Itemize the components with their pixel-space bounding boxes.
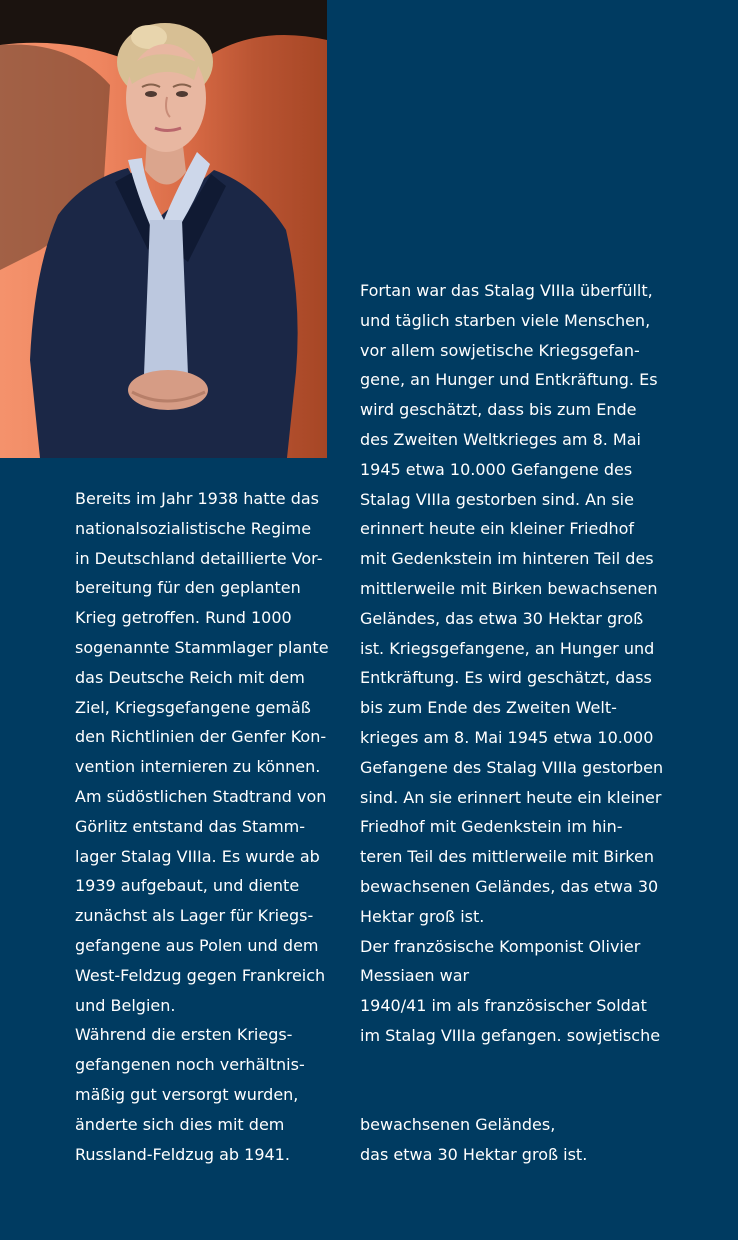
paragraph-line: 1945 etwa 10.000 Gefangene des [360,459,633,479]
paragraph-line: Russland-Feldzug ab 1941. [75,1144,290,1164]
paragraph-line: Während die ersten Kriegs- [75,1025,293,1045]
paragraph-line: Ziel, Kriegsgefangene gemäß [75,697,311,717]
paragraph-line: das Deutsche Reich mit dem [75,667,305,687]
paragraph-line: in Deutschland detaillierte Vor- [75,548,323,568]
paragraph-line: lager Stalag VIIIa. Es wurde ab [75,846,320,866]
paragraph-line: wird geschätzt, dass bis zum Ende [360,400,637,420]
portrait-illustration [0,0,327,458]
paragraph-line: West-Feldzug gegen Frankreich [75,965,326,985]
right-eye [176,91,188,97]
paragraph-line: Görlitz entstand das Stamm- [75,816,306,836]
paragraph-line: mit Gedenkstein im hinteren Teil des [360,549,654,569]
paragraph-line: 1940/41 im als französischer Soldat [360,996,647,1016]
paragraph-line: vention internieren zu können. [75,757,321,777]
paragraph-line: Gefangene des Stalag VIIIa gestorben [360,757,664,777]
paragraph-line: das etwa 30 Hektar groß ist. [360,1144,588,1164]
paragraph-line: gefangenen noch verhältnis- [75,1055,305,1075]
paragraph-line: Der französische Komponist Olivier [360,936,641,956]
portrait-photo [0,0,327,458]
paragraph-line: bewachsenen Geländes, das etwa 30 [360,876,659,896]
paragraph-line: änderte sich dies mit dem [75,1114,285,1134]
paragraph-line: im Stalag VIIIa gefangen. sowjetische [360,1025,661,1045]
paragraph-line: vor allem sowjetische Kriegsgefan- [360,340,640,360]
paragraph-line: bewachsenen Geländes, [360,1115,556,1134]
paragraph-line: Messiaen war [360,966,470,986]
paragraph-line: und Belgien. [75,995,176,1015]
paragraph-line: bis zum Ende des Zweiten Welt- [360,698,617,718]
paragraph-line: Stalag VIIIa gestorben sind. An sie [360,489,634,509]
paragraph-line: Hektar groß ist. [360,906,485,926]
paragraph-line: sogenannte Stammlager plante [75,637,329,657]
paragraph-line: und täglich starben viele Menschen, [360,310,651,330]
paragraph-line: gefangene aus Polen und dem [75,935,319,955]
paragraph-line: ist. Kriegsgefangene, an Hunger und [360,638,655,658]
paragraph-line: krieges am 8. Mai 1945 etwa 10.000 [360,727,654,747]
right-column-tail-text [360,1110,700,1170]
paragraph-line: nationalsozialistische Regime [75,518,312,538]
paragraph-line: erinnert heute ein kleiner Friedhof [360,519,635,539]
clasped-hands [128,370,208,410]
paragraph-line: Friedhof mit Gedenkstein im hin- [360,817,623,837]
paragraph-line: Fortan war das Stalag VIIIa überfüllt, [360,281,653,300]
paragraph-line: Bereits im Jahr 1938 hatte das [75,489,319,508]
paragraph-line: mäßig gut versorgt wurden, [75,1084,299,1104]
paragraph-line: 1939 aufgebaut, und diente [75,876,300,896]
paragraph-line: Entkräftung. Es wird geschätzt, dass [360,668,652,688]
paragraph-line: zunächst als Lager für Kriegs- [75,906,314,926]
paragraph-line: den Richtlinien der Genfer Kon- [75,727,327,747]
paragraph-line: des Zweiten Weltkrieges am 8. Mai [360,429,641,449]
paragraph-line: Krieg getroffen. Rund 1000 [75,608,292,628]
paragraph-line: teren Teil des mittlerweile mit Birken [360,847,654,867]
paragraph-line: Geländes, das etwa 30 Hektar groß [360,608,644,628]
left-eye [145,91,157,97]
paragraph-line: gene, an Hunger und Entkräftung. Es [360,370,658,390]
left-column-text [75,484,337,1169]
right-column-text [360,276,700,1051]
paragraph-line: sind. An sie erinnert heute ein kleiner [360,787,662,807]
paragraph-line: bereitung für den geplanten [75,578,301,598]
paragraph-line: Am südöstlichen Stadtrand von [75,786,327,806]
paragraph-line: mittlerweile mit Birken bewachsenen [360,578,658,598]
blouse [144,220,188,375]
